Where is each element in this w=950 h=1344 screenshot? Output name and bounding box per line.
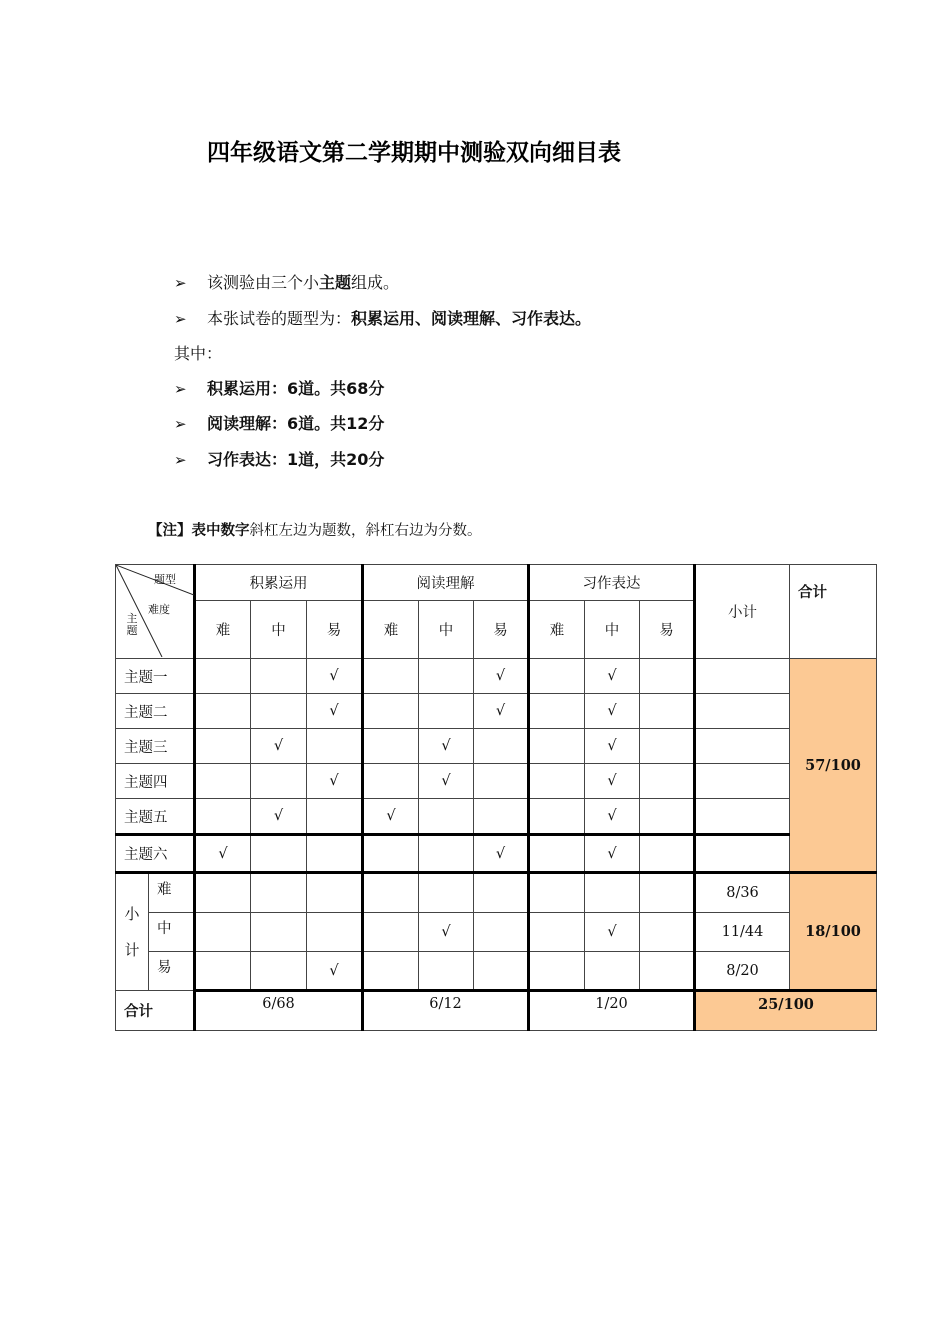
check-cell: [307, 873, 363, 913]
check-cell: [474, 729, 529, 764]
qizhong-label: 其中：: [174, 344, 223, 363]
check-cell: [474, 873, 529, 913]
header-type-3: 习作表达: [529, 565, 695, 601]
check-cell: [363, 873, 419, 913]
check-cell: √: [585, 729, 640, 764]
table-row: [116, 764, 877, 799]
bullet-text: 该测验由三个小: [207, 273, 320, 292]
total-type-value: 6/12: [363, 991, 529, 1031]
row-xiaoji: [695, 799, 790, 835]
bullet-text: 组成。: [351, 273, 400, 292]
check-cell: [251, 913, 307, 952]
row-theme-name: 主题六: [116, 835, 195, 873]
check-cell: √: [307, 694, 363, 729]
check-cell: [195, 952, 251, 991]
check-cell: [529, 913, 585, 952]
check-cell: [363, 952, 419, 991]
check-cell: [474, 913, 529, 952]
subtotal-label: [116, 873, 149, 991]
check-cell: √: [419, 729, 474, 764]
check-cell: [640, 835, 695, 873]
check-cell: [419, 694, 474, 729]
corner-cell: [116, 565, 195, 659]
check-cell: √: [195, 835, 251, 873]
check-cell: √: [585, 659, 640, 694]
bullet-bold: 积累运用、阅读理解、习作表达。: [351, 309, 592, 328]
check-cell: [529, 659, 585, 694]
header-level: 中: [419, 601, 474, 659]
subtotal-label-top: 小: [124, 905, 140, 923]
arrow-bullet-icon: ➢: [174, 380, 187, 398]
check-cell: [363, 694, 419, 729]
check-cell: √: [419, 913, 474, 952]
subtotal-xiaoji: 8/36: [695, 873, 790, 913]
header-level: 难: [195, 601, 251, 659]
check-cell: [529, 952, 585, 991]
check-cell: [419, 799, 474, 835]
bullet-item-3: [174, 378, 384, 400]
check-cell: √: [585, 835, 640, 873]
check-cell: [529, 873, 585, 913]
check-cell: [307, 799, 363, 835]
check-cell: [419, 873, 474, 913]
header-level: 中: [585, 601, 640, 659]
check-cell: [195, 764, 251, 799]
bullet-bold: 积累运用：6道。共68分: [207, 379, 385, 398]
row-xiaoji: [695, 659, 790, 694]
corner-label-theme: 主题: [126, 612, 138, 637]
subtotal-xiaoji: 11/44: [695, 913, 790, 952]
check-cell: [419, 659, 474, 694]
subtotal-total: 18/100: [790, 873, 877, 991]
check-cell: √: [585, 799, 640, 835]
row-xiaoji: [695, 835, 790, 873]
header-level: 易: [307, 601, 363, 659]
check-cell: [307, 729, 363, 764]
total-type-value: 1/20: [529, 991, 695, 1031]
check-cell: [195, 729, 251, 764]
bullet-item-2: [174, 308, 591, 330]
header-type-1: 积累运用: [195, 565, 363, 601]
check-cell: √: [307, 659, 363, 694]
bullet-text: 本张试卷的题型为：: [207, 309, 352, 328]
header-level: 难: [529, 601, 585, 659]
subtotal-label-bottom: 计: [124, 941, 140, 959]
subtotal-row: [116, 873, 877, 913]
subtotal-xiaoji: 8/20: [695, 952, 790, 991]
corner-label-type: 题型: [154, 573, 176, 586]
table-row: [116, 835, 877, 873]
check-cell: [363, 913, 419, 952]
check-cell: [419, 952, 474, 991]
table-row: [116, 659, 877, 694]
check-cell: [195, 913, 251, 952]
check-cell: [474, 952, 529, 991]
check-cell: [363, 659, 419, 694]
check-cell: [529, 729, 585, 764]
row-xiaoji: [695, 729, 790, 764]
check-cell: [307, 913, 363, 952]
check-cell: [640, 952, 695, 991]
row-theme-name: 主题二: [116, 694, 195, 729]
bullet-bold: 主题: [319, 273, 352, 292]
check-cell: [251, 694, 307, 729]
check-cell: √: [585, 694, 640, 729]
table-row: [116, 729, 877, 764]
check-cell: √: [307, 764, 363, 799]
arrow-bullet-icon: ➢: [174, 451, 187, 469]
check-cell: [640, 729, 695, 764]
check-cell: [585, 952, 640, 991]
bullet-item-4: [174, 413, 384, 435]
subtotal-row: [116, 913, 877, 952]
check-cell: [251, 764, 307, 799]
check-cell: [640, 913, 695, 952]
subtotal-level: 易: [149, 952, 195, 991]
total-type-value: 6/68: [195, 991, 363, 1031]
row-theme-name: 主题五: [116, 799, 195, 835]
bullet-bold: 阅读理解：6道。共12分: [207, 414, 385, 433]
check-cell: [251, 952, 307, 991]
check-cell: √: [585, 913, 640, 952]
check-cell: [529, 694, 585, 729]
bullet-item-1: [174, 272, 399, 294]
check-cell: √: [419, 764, 474, 799]
arrow-bullet-icon: ➢: [174, 274, 187, 292]
check-cell: [363, 764, 419, 799]
check-cell: [474, 799, 529, 835]
theme-total: 57/100: [790, 659, 877, 873]
table-row: [116, 799, 877, 835]
arrow-bullet-icon: ➢: [174, 415, 187, 433]
grand-total: 25/100: [695, 991, 877, 1031]
note-bracket: 【注】: [148, 523, 192, 539]
check-cell: √: [474, 659, 529, 694]
table-row: [116, 694, 877, 729]
header-heji: 合计: [790, 565, 877, 659]
check-cell: [363, 729, 419, 764]
total-row: [116, 991, 877, 1031]
note-text: 斜杠左边为题数，斜杠右边为分数。: [249, 523, 482, 539]
check-cell: [529, 764, 585, 799]
check-cell: [640, 694, 695, 729]
header-level: 易: [474, 601, 529, 659]
check-cell: [419, 835, 474, 873]
detail-table: [115, 564, 877, 1031]
check-cell: [363, 835, 419, 873]
page-title: 四年级语文第二学期期中测验双向细目表: [207, 140, 621, 166]
check-cell: √: [585, 764, 640, 799]
check-cell: [640, 764, 695, 799]
check-cell: √: [474, 694, 529, 729]
row-theme-name: 主题三: [116, 729, 195, 764]
note-bold: 表中数字: [191, 523, 250, 539]
row-xiaoji: [695, 694, 790, 729]
check-cell: √: [307, 952, 363, 991]
row-theme-name: 主题一: [116, 659, 195, 694]
header-level: 中: [251, 601, 307, 659]
total-label: 合计: [116, 991, 195, 1031]
check-cell: [529, 799, 585, 835]
check-cell: [585, 873, 640, 913]
check-cell: √: [251, 729, 307, 764]
header-xiaoji: 小计: [695, 565, 790, 659]
corner-label-difficulty: 难度: [148, 603, 170, 616]
header-type-2: 阅读理解: [363, 565, 529, 601]
check-cell: √: [363, 799, 419, 835]
check-cell: [195, 799, 251, 835]
check-cell: [251, 659, 307, 694]
check-cell: [640, 799, 695, 835]
header-level: 难: [363, 601, 419, 659]
check-cell: [307, 835, 363, 873]
check-cell: [195, 873, 251, 913]
subtotal-level: 中: [149, 913, 195, 952]
arrow-bullet-icon: ➢: [174, 310, 187, 328]
check-cell: [195, 694, 251, 729]
subtotal-level: 难: [149, 873, 195, 913]
bullet-bold: 习作表达：1道，共20分: [207, 450, 385, 469]
check-cell: √: [251, 799, 307, 835]
check-cell: [640, 659, 695, 694]
check-cell: [195, 659, 251, 694]
check-cell: [529, 835, 585, 873]
note-line: [148, 519, 482, 540]
row-theme-name: 主题四: [116, 764, 195, 799]
check-cell: [640, 873, 695, 913]
check-cell: [251, 873, 307, 913]
bullet-item-5: [174, 449, 384, 471]
check-cell: [251, 835, 307, 873]
subtotal-row: [116, 952, 877, 991]
header-level: 易: [640, 601, 695, 659]
check-cell: √: [474, 835, 529, 873]
row-xiaoji: [695, 764, 790, 799]
check-cell: [474, 764, 529, 799]
